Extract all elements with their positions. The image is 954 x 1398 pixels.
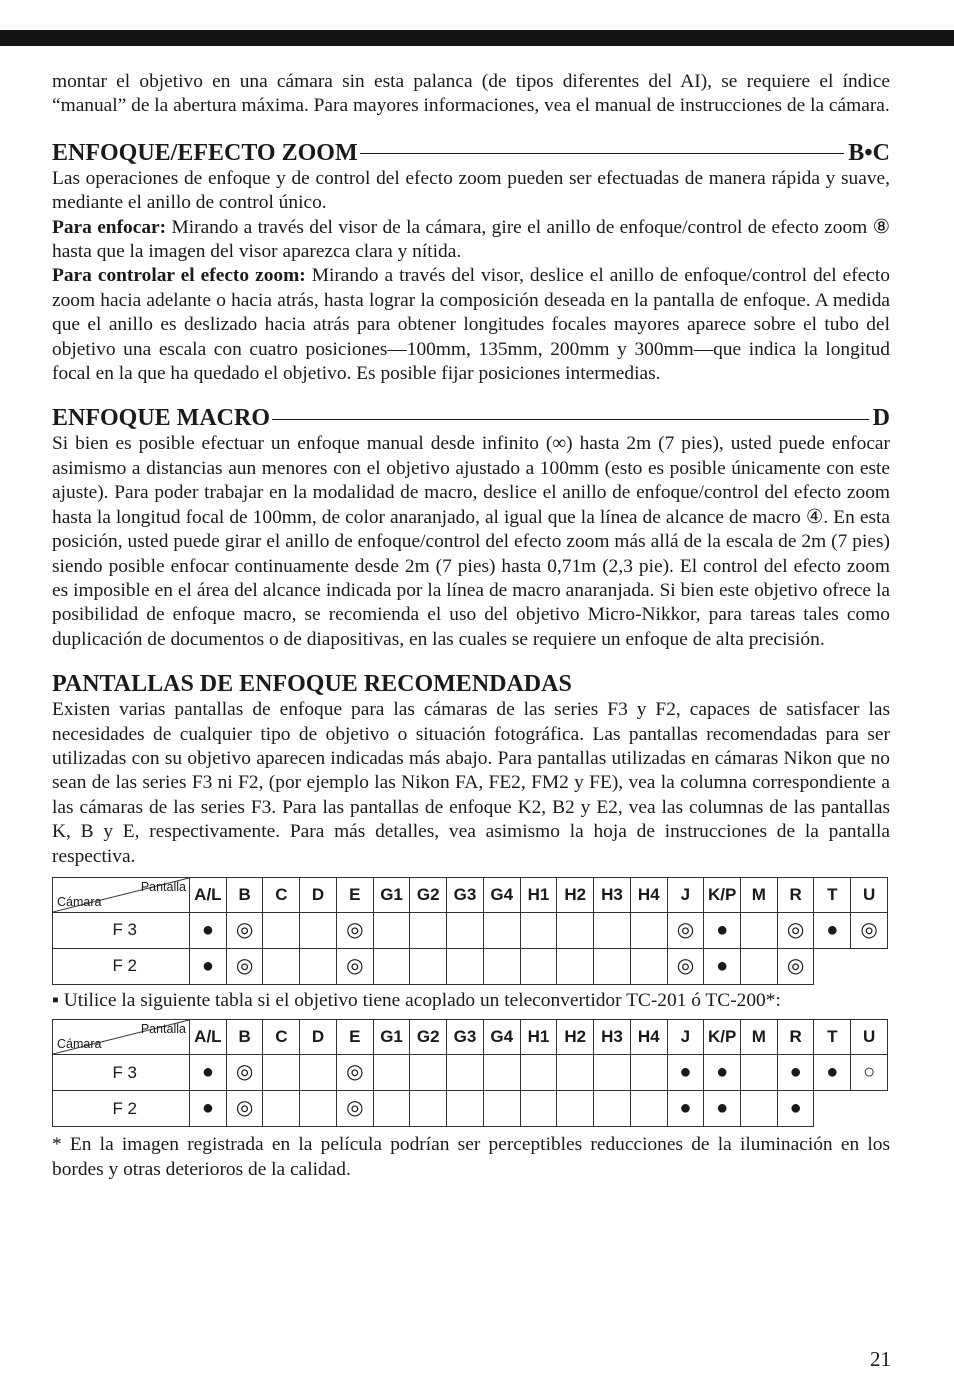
screen-column-header: R	[777, 877, 814, 912]
table-cell	[447, 1055, 484, 1091]
table-cell	[447, 948, 484, 984]
section-heading-zoom	[52, 139, 890, 167]
table-cell	[594, 1055, 631, 1091]
compatibility-mark	[851, 912, 888, 948]
compatibility-mark	[226, 1055, 263, 1091]
screen-column-header: G2	[410, 1020, 447, 1055]
compatibility-symbol: ◎	[346, 918, 364, 941]
table-cell	[520, 948, 557, 984]
screen-column-header: G1	[373, 1020, 410, 1055]
screen-column-header: T	[814, 1020, 851, 1055]
table-cell	[630, 948, 667, 984]
section-heading-macro	[52, 404, 890, 432]
compatibility-mark	[190, 1055, 227, 1091]
compatibility-symbol: ◎	[786, 918, 805, 941]
compatibility-mark	[226, 948, 263, 984]
screen-column-header: K/P	[704, 877, 741, 912]
focus-text: Mirando a través del visor de la cámara, gire el anillo de enfoque/control de efecto zoom ⑧ hasta que la imagen del visor aparezca clara y nítida.	[52, 216, 890, 263]
zoom-paragraph-zoom	[52, 264, 890, 386]
footnote: * En la imagen registrada en la película podrían ser perceptibles reducciones de la iluminación en los bordes y otras deterioros de la calidad.	[52, 1134, 890, 1180]
section-title: PANTALLAS DE ENFOQUE RECOMENDADAS	[52, 671, 572, 698]
compatibility-mark	[777, 1091, 814, 1127]
compatibility-symbol: ●	[789, 1097, 802, 1120]
page-number: 21	[870, 1347, 891, 1371]
macro-paragraph: Si bien es posible efectuar un enfoque manual desde infinito (∞) hasta 2m (7 pies), usted puede enfocar asimismo a distancias aun menores con el objetivo ajustado a 100mm (esto es posible únicamente con este ajuste). Para poder trabajar en la modalidad de macro, deslice el anillo de enfoque/control del efecto zoom hasta la longitud focal de 100mm, de color anaranjado, al igual que la línea de alcance de macro ④. En esta posición, usted puede girar el anillo de enfoque/control del efecto zoom más allá de la escala de 2m (7 pies) siendo posible enfocar continuamente desde 2m (7 pies) hasta 0,71m (2,3 pie). El control del efecto zoom es imposible en el área del alcance indicada por la línea de macro anaranjada. Si bien este objetivo ofrece la posibilidad de enfoque macro, se recomienda el uso del objetivo Micro-Nikkor, para tareas tales como duplicación de documentos o de diapositivas, en las cuales se requiere un enfoque de alta precisión.	[52, 433, 890, 650]
compatibility-symbol: ◎	[346, 1061, 364, 1084]
table-cell	[557, 1055, 594, 1091]
section-tag: B•C	[848, 139, 890, 166]
table-cell	[594, 1091, 631, 1127]
table-cell	[557, 948, 594, 984]
table-cell	[373, 1055, 410, 1091]
compatibility-mark	[336, 1055, 373, 1091]
compatibility-mark	[226, 912, 263, 948]
screen-column-header: D	[300, 1020, 337, 1055]
compatibility-symbol: ●	[201, 1061, 214, 1084]
screen-column-header: D	[300, 877, 337, 912]
screen-column-header: H3	[594, 877, 631, 912]
table-cell	[557, 1091, 594, 1127]
screen-column-header: H1	[520, 877, 557, 912]
table-cell	[373, 912, 410, 948]
intro-paragraph: montar el objetivo en una cámara sin esta palanca (de tipos diferentes del AI), se requiere el índice “manual” de la abertura máxima. Para mayores informaciones, vea el manual de instrucciones de la cámara.	[52, 71, 890, 117]
compatibility-mark	[226, 1091, 263, 1127]
screen-axis-label: Pantalla	[140, 1022, 186, 1037]
compatibility-mark	[336, 1091, 373, 1127]
screen-column-header: G4	[483, 1020, 520, 1055]
compatibility-symbol: ●	[679, 1097, 692, 1120]
compatibility-symbol: ●	[716, 1097, 729, 1120]
compatibility-symbol: ◎	[235, 954, 254, 977]
screen-column-header: G1	[373, 877, 410, 912]
table-cell	[630, 1091, 667, 1127]
zoom-label: Para controlar el efecto zoom:	[52, 265, 306, 287]
table-cell	[741, 1091, 778, 1127]
compatibility-symbol: ◎	[676, 954, 695, 977]
table-cell	[594, 948, 631, 984]
compatibility-symbol: ●	[716, 1061, 729, 1084]
screen-column-header: G4	[483, 877, 520, 912]
screen-column-header: J	[667, 877, 704, 912]
screen-column-header: U	[851, 1020, 888, 1055]
screens-paragraph: Existen varias pantallas de enfoque para las cámaras de las series F3 y F2, capaces de satisfacer las necesidades de cualquier tipo de objetivo o situación fotográfica. Las pantallas recomendadas para ser utilizadas con su objetivo aparecen indicadas más abajo. Para pantallas utilizadas en cámaras Nikon que no sean de las series F3 ni F2, (por ejemplo las Nikon FA, FE2, FM2 y FE), vea la columna correspondiente a las cámaras de las series F3. Para las pantallas de enfoque K2, B2 y E2, vea las columnas de las pantallas K, B y E, respectivamente. Para más detalles, vea asimismo la hoja de instrucciones de la pantalla respectiva.	[52, 699, 890, 867]
screen-column-header: E	[336, 1020, 373, 1055]
compatibility-mark	[704, 1055, 741, 1091]
compatibility-mark	[667, 948, 704, 984]
screen-column-header: U	[851, 877, 888, 912]
screen-column-header: H2	[557, 1020, 594, 1055]
screen-column-header: K/P	[704, 1020, 741, 1055]
table-cell	[483, 948, 520, 984]
camera-label: F 3	[53, 912, 190, 948]
table-cell	[410, 1091, 447, 1127]
compatibility-mark	[667, 1091, 704, 1127]
compatibility-mark	[190, 948, 227, 984]
compatibility-mark	[814, 1055, 851, 1091]
table-cell	[300, 948, 337, 984]
zoom-paragraph-1: Las operaciones de enfoque y de control del efecto zoom pueden ser efectuadas de manera rápida y suave, mediante el anillo de control único.	[52, 167, 890, 214]
table-row	[53, 1091, 888, 1127]
top-border-bar	[0, 30, 954, 46]
zoom-text: Mirando a través del visor, deslice el anillo de enfoque/control del efecto zoom hacia adelante o hacia atrás, hasta lograr la composición deseada en la pantalla de enfoque. A medida que el anillo es deslizado hacia atrás para obtener longitudes focales mayores aparece sobre el tubo del objetivo una escala con cuatro posiciones—100mm, 135mm, 200mm y 300mm—que indica la longitud focal en la que ha quedado el objetivo. Es posible fijar posiciones intermedias.	[52, 265, 890, 385]
screen-column-header: H3	[594, 1020, 631, 1055]
screen-column-header: G2	[410, 877, 447, 912]
table-cell	[630, 912, 667, 948]
screen-column-header: G3	[447, 1020, 484, 1055]
empty-cell	[814, 1091, 851, 1127]
table-cell	[483, 912, 520, 948]
screen-axis-label: Pantalla	[140, 879, 186, 894]
screen-column-header: R	[777, 1020, 814, 1055]
table-cell	[520, 912, 557, 948]
table-row	[53, 1055, 888, 1091]
compatibility-symbol: ●	[826, 918, 839, 941]
screen-column-header: H1	[520, 1020, 557, 1055]
table-corner-header	[53, 877, 190, 912]
zoom-paragraph-focus	[52, 216, 890, 265]
compatibility-mark	[777, 1055, 814, 1091]
teleconverter-note	[52, 989, 890, 1013]
table-cell	[520, 1091, 557, 1127]
section-tag: D	[872, 405, 890, 432]
compatibility-mark	[704, 912, 741, 948]
compatibility-symbol: ◎	[346, 954, 364, 977]
section-title: ENFOQUE/EFECTO ZOOM	[52, 139, 358, 166]
compatibility-mark	[667, 912, 704, 948]
screen-column-header: C	[263, 877, 300, 912]
table-cell	[300, 1055, 337, 1091]
compatibility-mark	[851, 1055, 888, 1091]
table-cell	[263, 1055, 300, 1091]
focus-label: Para enfocar:	[52, 216, 167, 238]
heading-rule	[360, 153, 845, 154]
screen-column-header: H4	[630, 1020, 667, 1055]
camera-axis-label: Cámara	[57, 1037, 102, 1052]
page-content	[52, 70, 890, 1182]
compatibility-mark	[777, 912, 814, 948]
camera-label: F 3	[53, 1055, 190, 1091]
compatibility-symbol: ◎	[346, 1097, 364, 1120]
table-cell	[410, 948, 447, 984]
compatibility-mark	[704, 948, 741, 984]
table-cell	[373, 948, 410, 984]
table-cell	[630, 1055, 667, 1091]
table-cell	[594, 912, 631, 948]
table-cell	[263, 1091, 300, 1127]
screens-table-standard	[52, 877, 888, 985]
screen-column-header: J	[667, 1020, 704, 1055]
screen-column-header: B	[226, 877, 263, 912]
compatibility-mark	[667, 1055, 704, 1091]
screens-table-teleconverter	[52, 1019, 888, 1127]
empty-cell	[814, 948, 851, 984]
compatibility-symbol: ●	[716, 954, 729, 977]
table-cell	[263, 912, 300, 948]
table-cell	[483, 1055, 520, 1091]
screen-column-header: H4	[630, 877, 667, 912]
teleconverter-note-text: Utilice la siguiente tabla si el objetivo tiene acoplado un teleconvertidor TC-201 ó TC-200*:	[63, 989, 781, 1011]
compatibility-symbol: ○	[863, 1061, 876, 1084]
table-cell	[410, 912, 447, 948]
heading-rule	[272, 419, 869, 420]
section-heading-screens	[52, 670, 890, 698]
table-cell	[483, 1091, 520, 1127]
compatibility-symbol: ●	[201, 954, 214, 977]
table-row	[53, 912, 888, 948]
compatibility-symbol: ●	[201, 918, 214, 941]
screen-column-header: A/L	[190, 877, 227, 912]
compatibility-symbol: ◎	[676, 918, 695, 941]
section-title: ENFOQUE MACRO	[52, 405, 270, 432]
table-cell	[447, 1091, 484, 1127]
table-cell	[447, 912, 484, 948]
screen-column-header: G3	[447, 877, 484, 912]
compatibility-symbol: ●	[716, 918, 729, 941]
screen-column-header: B	[226, 1020, 263, 1055]
compatibility-symbol: ◎	[235, 918, 254, 941]
table-cell	[300, 1091, 337, 1127]
compatibility-symbol: ●	[201, 1097, 214, 1120]
table-cell	[373, 1091, 410, 1127]
compatibility-symbol: ●	[679, 1061, 692, 1084]
table-cell	[557, 912, 594, 948]
table-corner-header	[53, 1020, 190, 1055]
screen-column-header: T	[814, 877, 851, 912]
screen-column-header: M	[741, 1020, 778, 1055]
compatibility-mark	[336, 948, 373, 984]
table-cell	[741, 912, 778, 948]
compatibility-symbol: ●	[789, 1061, 802, 1084]
compatibility-symbol: ◎	[860, 918, 878, 941]
screen-column-header: E	[336, 877, 373, 912]
camera-label: F 2	[53, 1091, 190, 1127]
empty-cell	[851, 948, 888, 984]
table-row	[53, 948, 888, 984]
compatibility-symbol: ◎	[786, 954, 805, 977]
screen-column-header: M	[741, 877, 778, 912]
screen-column-header: H2	[557, 877, 594, 912]
camera-label: F 2	[53, 948, 190, 984]
table-cell	[263, 948, 300, 984]
camera-axis-label: Cámara	[57, 894, 102, 909]
compatibility-mark	[814, 912, 851, 948]
table-cell	[741, 1055, 778, 1091]
screen-column-header: C	[263, 1020, 300, 1055]
table-cell	[741, 948, 778, 984]
empty-cell	[851, 1091, 888, 1127]
compatibility-mark	[190, 1091, 227, 1127]
compatibility-symbol: ●	[826, 1061, 839, 1084]
compatibility-mark	[777, 948, 814, 984]
compatibility-mark	[190, 912, 227, 948]
compatibility-mark	[336, 912, 373, 948]
screen-column-header: A/L	[190, 1020, 227, 1055]
table-cell	[410, 1055, 447, 1091]
bullet-icon: ▪	[52, 989, 64, 1011]
table-cell	[520, 1055, 557, 1091]
table-cell	[300, 912, 337, 948]
compatibility-symbol: ◎	[235, 1061, 254, 1084]
compatibility-mark	[704, 1091, 741, 1127]
compatibility-symbol: ◎	[235, 1097, 254, 1120]
